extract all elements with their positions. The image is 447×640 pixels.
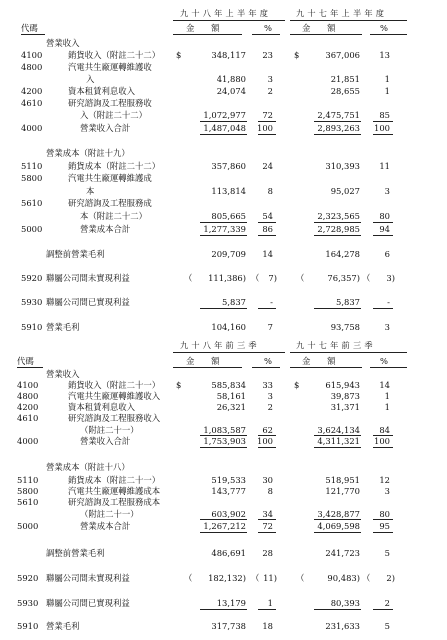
row-label: 研究諮詢及工程服務收 — [68, 98, 152, 108]
pct-97: 14 — [379, 380, 390, 390]
row-code: 4100 — [21, 50, 43, 60]
row-code: 5000 — [21, 224, 43, 234]
row-code: 4800 — [21, 62, 43, 72]
open-paren: （ — [184, 273, 193, 283]
section-label-revenue: 營業收入 — [46, 38, 80, 48]
open-paren: （ — [251, 573, 260, 583]
row-label: 研究諮詢及工程服務收入 — [68, 413, 161, 423]
pct-97: 5 — [384, 548, 390, 558]
amount-98: 357,860 — [211, 161, 246, 171]
pct-98: 23 — [262, 50, 273, 60]
amount-97: 2,323,565 — [317, 211, 360, 221]
row-label: 聯屬公司間已實現利益 — [46, 297, 130, 307]
row-code: 4800 — [17, 391, 39, 401]
amount-98: 1,267,212 — [203, 521, 246, 531]
row-label: 聯屬公司間未實現利益 — [46, 273, 130, 283]
row-label: 研究諮詢及工程服務成本 — [68, 497, 161, 507]
row-code: 5910 — [21, 322, 43, 332]
row-label: 銷貨收入（附註二十二） — [68, 50, 161, 60]
amount-97: 4,069,598 — [317, 521, 360, 531]
row-label: 營業收入合計 — [80, 436, 131, 446]
header-98-first-half: 九十八年上半年度 — [180, 8, 272, 18]
pct-98: 34 — [262, 509, 273, 519]
pct-97: 3 — [384, 186, 390, 196]
pct-98: 72 — [262, 521, 273, 531]
row-code: 5910 — [17, 621, 39, 631]
amount-97: 90,483) — [327, 573, 360, 583]
row-label: （附註二十一） — [80, 425, 139, 435]
pct-97: 94 — [379, 224, 390, 234]
row-label: 汽電共生廠運轉維護收 — [68, 62, 152, 72]
amount-97: 4,311,321 — [317, 436, 360, 446]
header-97-first-half: 九十七年上半年度 — [296, 8, 388, 18]
pct-98: 1 — [267, 598, 273, 608]
pct-98: 54 — [262, 211, 273, 221]
pct-97: 3 — [384, 322, 390, 332]
pct-98: 7 — [267, 322, 273, 332]
pct-98: 18 — [262, 621, 273, 631]
amount-98: 13,179 — [216, 598, 246, 608]
row-label: 本 — [86, 186, 95, 196]
row-code: 4610 — [17, 413, 39, 423]
pct-98: 8 — [267, 186, 273, 196]
pct-97: 80 — [379, 509, 390, 519]
amount-98: 1,753,903 — [203, 436, 246, 446]
pct-header-97: % — [380, 356, 388, 366]
pct-98: 24 — [262, 161, 273, 171]
currency-sign: $ — [176, 50, 182, 60]
pct-97: 13 — [379, 50, 390, 60]
open-paren: （ — [251, 273, 260, 283]
pct-98: 2 — [267, 402, 273, 412]
amount-97: 518,951 — [325, 475, 360, 485]
amount-98: 603,902 — [211, 509, 246, 519]
statement-first-three-quarters — [0, 338, 447, 640]
row-label: （附註二十一） — [80, 509, 139, 519]
code-column-header: 代碼 — [17, 356, 34, 366]
row-code: 5000 — [17, 521, 39, 531]
row-label: 資本租賃利息收入 — [68, 402, 135, 412]
pct-97: 2 — [384, 598, 390, 608]
pct-98: 62 — [262, 425, 273, 435]
pct-97: 1 — [384, 402, 390, 412]
amount-98: 519,533 — [211, 475, 246, 485]
amount-97: 3,428,877 — [317, 509, 360, 519]
pct-97: 85 — [379, 110, 390, 120]
row-label: 營業成本合計 — [80, 224, 131, 234]
pct-98: 30 — [262, 475, 273, 485]
open-paren: （ — [184, 573, 193, 583]
amount-header-98: 金 額 — [186, 356, 220, 366]
row-label: 調整前營業毛利 — [46, 548, 105, 558]
row-label: 聯屬公司間未實現利益 — [46, 573, 130, 583]
amount-97: 2,893,263 — [317, 123, 360, 133]
row-label: 銷貨收入（附註二十一） — [68, 380, 161, 390]
amount-97: 2,475,751 — [317, 110, 360, 120]
pct-98: 14 — [262, 249, 273, 259]
pct-97: 5 — [384, 621, 390, 631]
amount-97: 80,393 — [330, 598, 360, 608]
row-code: 5610 — [17, 497, 39, 507]
pct-98: - — [270, 297, 273, 307]
amount-98: 1,487,048 — [203, 123, 246, 133]
open-paren: （ — [296, 573, 305, 583]
pct-98: 28 — [262, 548, 273, 558]
amount-header-97: 金 額 — [302, 23, 336, 33]
amount-97: 93,758 — [330, 322, 360, 332]
pct-97: 80 — [379, 211, 390, 221]
amount-98: 113,814 — [211, 186, 246, 196]
amount-97: 31,371 — [330, 402, 360, 412]
amount-97: 231,633 — [325, 621, 360, 631]
pct-98: 100 — [257, 123, 273, 133]
amount-97: 367,006 — [325, 50, 360, 60]
row-label: 汽電共生廠運轉維護收入 — [68, 391, 161, 401]
row-label: 入 — [86, 74, 95, 84]
open-paren: （ — [296, 273, 305, 283]
pct-98: 100 — [257, 436, 273, 446]
row-label: 營業收入合計 — [80, 123, 131, 133]
amount-97: 2,728,985 — [317, 224, 360, 234]
pct-97: 1 — [384, 74, 390, 84]
row-code: 5920 — [17, 573, 39, 583]
amount-98: 805,665 — [211, 211, 246, 221]
pct-98: 11) — [263, 573, 277, 583]
section-label-cost: 營業成本（附註十八） — [46, 462, 130, 472]
row-label: 銷貨成本（附註二十二） — [68, 161, 161, 171]
row-code: 4610 — [21, 98, 43, 108]
row-label: 本（附註二十二） — [80, 211, 147, 221]
amount-98: 104,160 — [211, 322, 246, 332]
amount-header-97: 金 額 — [302, 356, 336, 366]
amount-98: 1,072,977 — [203, 110, 246, 120]
row-code: 5800 — [21, 173, 43, 183]
open-paren: （ — [362, 273, 371, 283]
amount-98: 1,083,587 — [203, 425, 246, 435]
section-label-revenue: 營業收入 — [46, 369, 80, 379]
amount-98: 26,321 — [216, 402, 246, 412]
amount-97: 21,851 — [330, 74, 360, 84]
amount-header-98: 金 額 — [186, 23, 220, 33]
row-label: 營業成本合計 — [80, 521, 131, 531]
pct-98: 3 — [267, 74, 273, 84]
amount-98: 58,161 — [216, 391, 246, 401]
amount-97: 95,027 — [330, 186, 360, 196]
row-code: 4000 — [17, 436, 39, 446]
pct-header-98: % — [264, 356, 272, 366]
code-column-header: 代碼 — [21, 23, 38, 33]
pct-97: 84 — [379, 425, 390, 435]
amount-97: 615,943 — [325, 380, 360, 390]
pct-98: 3 — [267, 391, 273, 401]
row-code: 4200 — [21, 86, 43, 96]
row-label: 營業毛利 — [46, 621, 80, 631]
header-98-three-quarters: 九十八年前三季 — [180, 340, 260, 350]
pct-97: 2) — [386, 573, 395, 583]
pct-97: 1 — [384, 86, 390, 96]
pct-97: 95 — [379, 521, 390, 531]
section-label-cost: 營業成本（附註十九） — [46, 148, 130, 158]
amount-97: 28,655 — [330, 86, 360, 96]
row-label: 調整前營業毛利 — [46, 249, 105, 259]
currency-sign: $ — [294, 50, 300, 60]
row-label: 入（附註二十二） — [80, 110, 147, 120]
row-code: 4200 — [17, 402, 39, 412]
pct-97: - — [387, 297, 390, 307]
row-code: 5930 — [17, 598, 39, 608]
amount-98: 585,834 — [211, 380, 246, 390]
amount-98: 1,277,339 — [203, 224, 246, 234]
amount-97: 310,393 — [325, 161, 360, 171]
amount-98: 143,777 — [211, 486, 246, 496]
row-code: 4100 — [17, 380, 39, 390]
currency-sign: $ — [294, 380, 300, 390]
currency-sign: $ — [176, 380, 182, 390]
pct-97: 11 — [379, 161, 390, 171]
pct-header-98: % — [264, 23, 272, 33]
row-label: 銷貨成本（附註二十一） — [68, 475, 161, 485]
pct-98: 86 — [262, 224, 273, 234]
amount-98: 317,738 — [211, 621, 246, 631]
open-paren: （ — [362, 573, 371, 583]
row-code: 4000 — [21, 123, 43, 133]
pct-header-97: % — [380, 23, 388, 33]
pct-98: 8 — [267, 486, 273, 496]
row-label: 汽電共生廠運轉維護成 — [68, 173, 152, 183]
pct-97: 1 — [384, 391, 390, 401]
amount-98: 5,837 — [222, 297, 246, 307]
row-code: 5930 — [21, 297, 43, 307]
amount-97: 76,357) — [327, 273, 360, 283]
row-label: 資本租賃利息收入 — [68, 86, 135, 96]
row-label: 聯屬公司間已實現利益 — [46, 598, 130, 608]
header-97-three-quarters: 九十七年前三季 — [296, 340, 376, 350]
row-label: 研究諮詢及工程服務成 — [68, 198, 152, 208]
amount-98: 182,132) — [208, 573, 246, 583]
row-code: 5110 — [21, 161, 43, 171]
row-label: 營業毛利 — [46, 322, 80, 332]
pct-97: 6 — [384, 249, 390, 259]
amount-97: 164,278 — [325, 249, 360, 259]
amount-98: 24,074 — [216, 86, 246, 96]
amount-97: 121,770 — [325, 486, 360, 496]
amount-97: 39,873 — [330, 391, 360, 401]
pct-97: 12 — [379, 475, 390, 485]
pct-97: 100 — [374, 123, 390, 133]
amount-97: 241,723 — [325, 548, 360, 558]
pct-97: 3) — [386, 273, 395, 283]
pct-98: 2 — [267, 86, 273, 96]
amount-98: 348,117 — [211, 50, 246, 60]
row-code: 5920 — [21, 273, 43, 283]
amount-98: 209,709 — [211, 249, 246, 259]
pct-98: 33 — [262, 380, 273, 390]
pct-98: 72 — [262, 110, 273, 120]
row-code: 5800 — [17, 486, 39, 496]
pct-98: 7) — [268, 273, 277, 283]
amount-97: 3,624,134 — [317, 425, 360, 435]
amount-98: 41,880 — [216, 74, 246, 84]
row-label: 汽電共生廠運轉維護成本 — [68, 486, 161, 496]
pct-97: 3 — [384, 486, 390, 496]
amount-98: 486,691 — [211, 548, 246, 558]
pct-97: 100 — [374, 436, 390, 446]
row-code: 5110 — [17, 475, 39, 485]
amount-97: 5,837 — [336, 297, 360, 307]
row-code: 5610 — [21, 198, 43, 208]
amount-98: 111,386) — [208, 273, 246, 283]
